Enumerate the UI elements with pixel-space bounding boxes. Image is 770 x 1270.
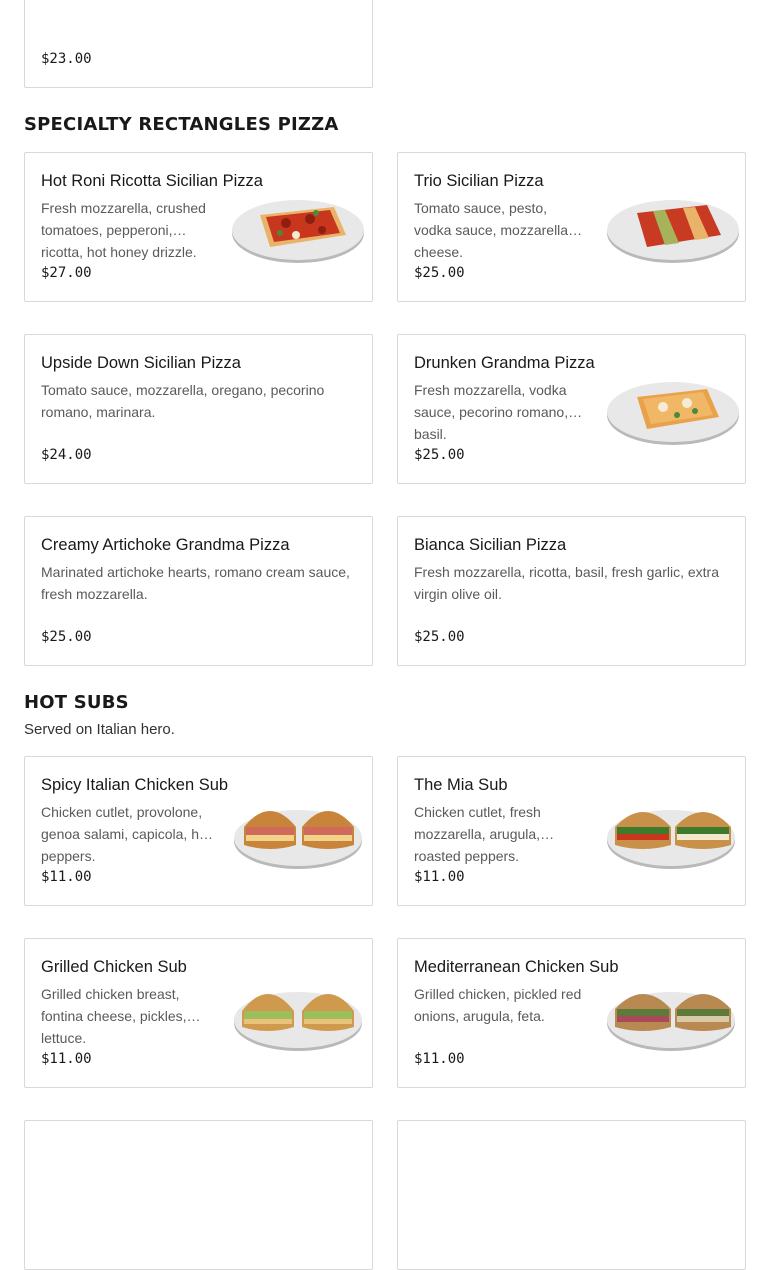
- menu-item-price: $11.00: [41, 1051, 92, 1067]
- menu-item-price: $25.00: [414, 629, 465, 645]
- menu-item-card[interactable]: [397, 516, 746, 666]
- menu-item-price: $11.00: [414, 1051, 465, 1067]
- section-subtitle: Served on Italian hero.: [24, 721, 175, 738]
- menu-item-card[interactable]: [397, 334, 746, 484]
- menu-item-name: Drunken Grandma Pizza: [414, 354, 595, 372]
- menu-item-card[interactable]: [397, 152, 746, 302]
- menu-item-price: $24.00: [41, 447, 92, 463]
- menu-item-card[interactable]: [24, 938, 373, 1088]
- menu-item-price: $25.00: [414, 265, 465, 281]
- menu-item-description: Chicken cutlet, provolone, genoa salami, capicola, hot peppers.: [41, 804, 211, 864]
- menu-item-name: Mediterranean Chicken Sub: [414, 958, 619, 976]
- menu-item-description: Grilled chicken, pickled red onions, arugula, feta.: [414, 986, 582, 1024]
- menu-item-name: Grilled Chicken Sub: [41, 958, 187, 976]
- menu-item-card[interactable]: [24, 152, 373, 302]
- menu-item-name: Creamy Artichoke Grandma Pizza: [41, 536, 290, 554]
- grilled-chicken-sub-photo: [230, 969, 372, 1059]
- menu-item-name: Bianca Sicilian Pizza: [414, 536, 567, 554]
- menu-item-card[interactable]: [24, 516, 373, 666]
- section-title-specialty-rectangles: SPECIALTY RECTANGLES PIZZA: [24, 114, 339, 135]
- mia-sub-photo: [603, 787, 745, 877]
- hot-roni-pizza-photo: [230, 183, 372, 273]
- section-title-hot-subs: HOT SUBS: [24, 692, 129, 713]
- menu-item-card[interactable]: [24, 334, 373, 484]
- menu-item-price: $11.00: [41, 869, 92, 885]
- menu-item-name: Upside Down Sicilian Pizza: [41, 354, 241, 372]
- menu-item-card[interactable]: [397, 938, 746, 1088]
- trio-pizza-photo: [603, 183, 745, 273]
- menu-item-description: Fresh mozzarella, ricotta, basil, fresh garlic, extra virgin olive oil.: [414, 564, 719, 602]
- menu-item-price: $23.00: [41, 51, 92, 67]
- mediterranean-sub-photo: [603, 969, 745, 1059]
- menu-item-name: The Mia Sub: [414, 776, 508, 794]
- menu-item-name: Trio Sicilian Pizza: [414, 172, 544, 190]
- menu-item-name: Hot Roni Ricotta Sicilian Pizza: [41, 172, 263, 190]
- menu-item-description: Tomato sauce, mozzarella, oregano, pecorino romano, marinara.: [41, 382, 325, 420]
- menu-item-price: $11.00: [414, 869, 465, 885]
- menu-item-description: Fresh mozzarella, vodka sauce, pecorino romano, basil.: [414, 382, 569, 442]
- menu-item-price: $27.00: [41, 265, 92, 281]
- menu-item-description: Grilled chicken breast, fontina cheese, pickles, lettuce.: [41, 986, 187, 1046]
- menu-item-price: $25.00: [414, 447, 465, 463]
- menu-item-card[interactable]: [24, 756, 373, 906]
- menu-item-card[interactable]: [24, 1120, 373, 1270]
- menu-item-description: Fresh mozzarella, crushed tomatoes, pepperoni, ricotta, hot honey drizzle.: [41, 200, 206, 260]
- menu-item-price: $25.00: [41, 629, 92, 645]
- menu-item-description: Marinated artichoke hearts, romano cream sauce, fresh mozzarella.: [41, 564, 350, 602]
- menu-item-name: Spicy Italian Chicken Sub: [41, 776, 229, 794]
- menu-item-card[interactable]: [24, 0, 373, 88]
- menu-item-description: Chicken cutlet, fresh mozzarella, arugula, roasted peppers.: [414, 804, 541, 864]
- menu-item-card[interactable]: [397, 756, 746, 906]
- menu-item-card[interactable]: [397, 1120, 746, 1270]
- menu-item-description: Tomato sauce, pesto, vodka sauce, mozzarella cheese.: [414, 200, 569, 260]
- spicy-italian-sub-photo: [230, 787, 372, 877]
- drunken-grandma-pizza-photo: [603, 365, 745, 455]
